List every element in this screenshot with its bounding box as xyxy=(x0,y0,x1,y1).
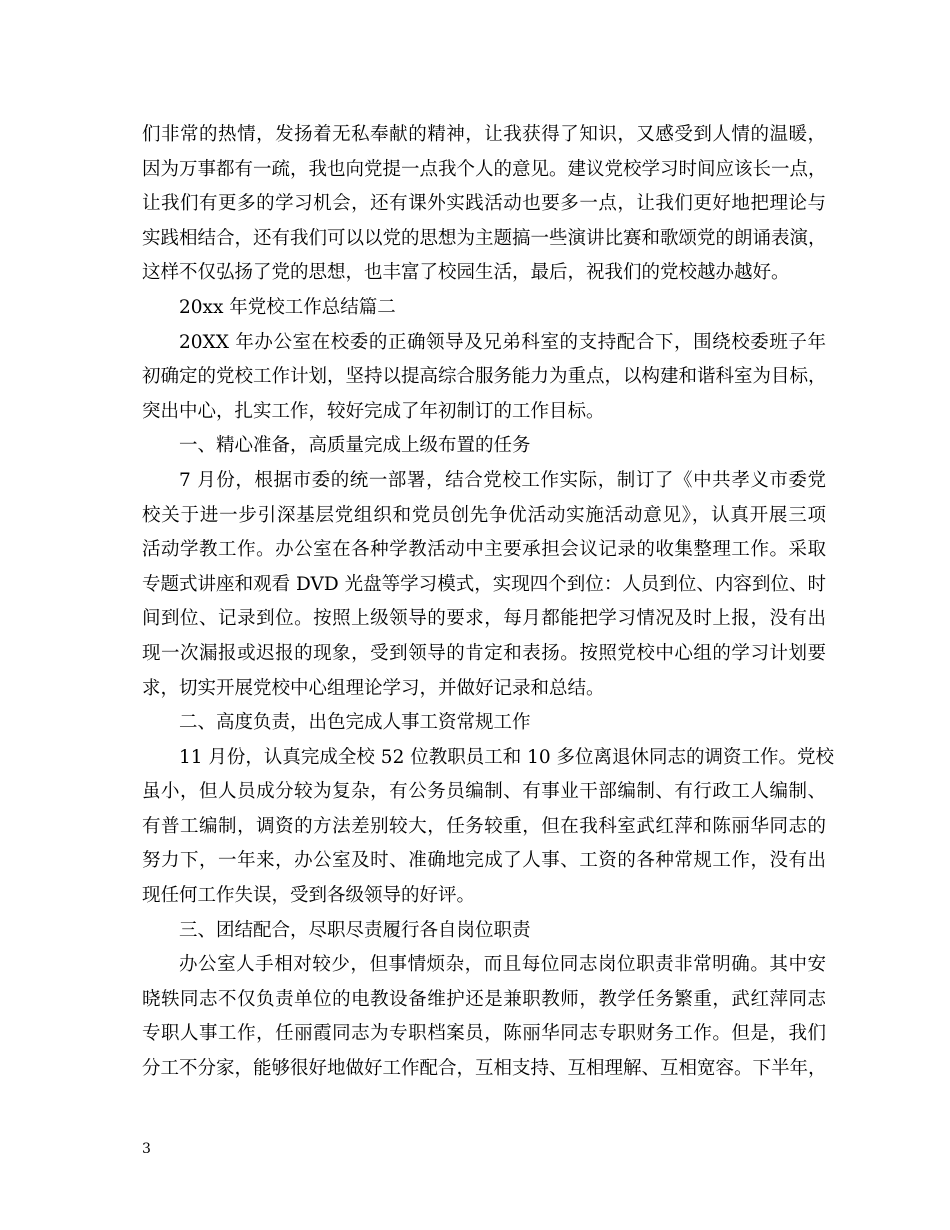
text-line: 虽小，但人员成分较为复杂，有公务员编制、有事业干部编制、有行政工人编制、 xyxy=(142,781,826,803)
text-line: 晓轶同志不仅负责单位的电教设备维护还是兼职教师，教学任务繁重，武红萍同志 xyxy=(142,988,826,1010)
section-heading: 二、高度负责，出色完成人事工资常规工作 xyxy=(179,712,531,734)
text-line: 突出中心，扎实工作，较好完成了年初制订的工作目标。 xyxy=(142,400,605,422)
text-line: 初确定的党校工作计划，坚持以提高综合服务能力为重点，以构建和谐科室为目标， xyxy=(142,366,827,388)
text-line: 有普工编制，调资的方法差别较大，任务较重，但在我科室武红萍和陈丽华同志的 xyxy=(142,815,826,837)
text-line: 专职人事工作，任丽霞同志为专职档案员，陈丽华同志专职财务工作。但是，我们 xyxy=(142,1023,826,1045)
section-title: 20xx 年党校工作总结篇二 xyxy=(179,296,396,318)
text-line: 专题式讲座和观看 DVD 光盘等学习模式，实现四个到位：人员到位、内容到位、时 xyxy=(142,573,826,595)
page-number: 3 xyxy=(142,1141,151,1157)
text-line: 活动学教工作。办公室在各种学教活动中主要承担会议记录的收集整理工作。采取 xyxy=(142,539,826,561)
text-line: 让我们有更多的学习机会，还有课外实践活动也要多一点，让我们更好地把理论与 xyxy=(142,193,826,215)
text-line: 分工不分家，能够很好地做好工作配合，互相支持、互相理解、互相宽容。下半年， xyxy=(142,1058,827,1080)
text-line: 这样不仅弘扬了党的思想，也丰富了校园生活，最后，祝我们的党校越办越好。 xyxy=(142,262,790,284)
text-line: 11 月份，认真完成全校 52 位教职员工和 10 多位离退休同志的调资工作。党校 xyxy=(179,746,835,768)
document-body xyxy=(142,118,835,1087)
text-line: 现任何工作失误，受到各级领导的好评。 xyxy=(142,885,476,907)
text-line: 间到位、记录到位。按照上级领导的要求，每月都能把学习情况及时上报，没有出 xyxy=(142,608,826,630)
text-line: 7 月份，根据市委的统一部署，结合党校工作实际，制订了《中共孝义市委党 xyxy=(179,469,826,491)
text-line: 办公室人手相对较少，但事情烦杂，而且每位同志岗位职责非常明确。其中安 xyxy=(179,954,826,976)
text-line: 实践相结合，还有我们可以以党的思想为主题搞一些演讲比赛和歌颂党的朗诵表演， xyxy=(142,227,827,249)
text-line: 现一次漏报或迟报的现象，受到领导的肯定和表扬。按照党校中心组的学习计划要 xyxy=(142,642,826,664)
section-heading: 一、精心准备，高质量完成上级布置的任务 xyxy=(179,435,531,457)
text-line: 求，切实开展党校中心组理论学习，并做好记录和总结。 xyxy=(142,677,605,699)
text-line: 努力下，一年来，办公室及时、准确地完成了人事、工资的各种常规工作，没有出 xyxy=(142,850,826,872)
text-line: 20XX 年办公室在校委的正确领导及兄弟科室的支持配合下，围绕校委班子年 xyxy=(179,331,826,353)
text-line: 校关于进一步引深基层党组织和党员创先争优活动实施活动意见》，认真开展三项 xyxy=(142,504,826,526)
text-line: 们非常的热情，发扬着无私奉献的精神，让我获得了知识，又感受到人情的温暖， xyxy=(142,124,826,145)
text-line: 因为万事都有一疏，我也向党提一点我个人的意见。建议党校学习时间应该长一点， xyxy=(142,158,827,180)
section-heading: 三、团结配合，尽职尽责履行各自岗位职责 xyxy=(179,919,531,941)
